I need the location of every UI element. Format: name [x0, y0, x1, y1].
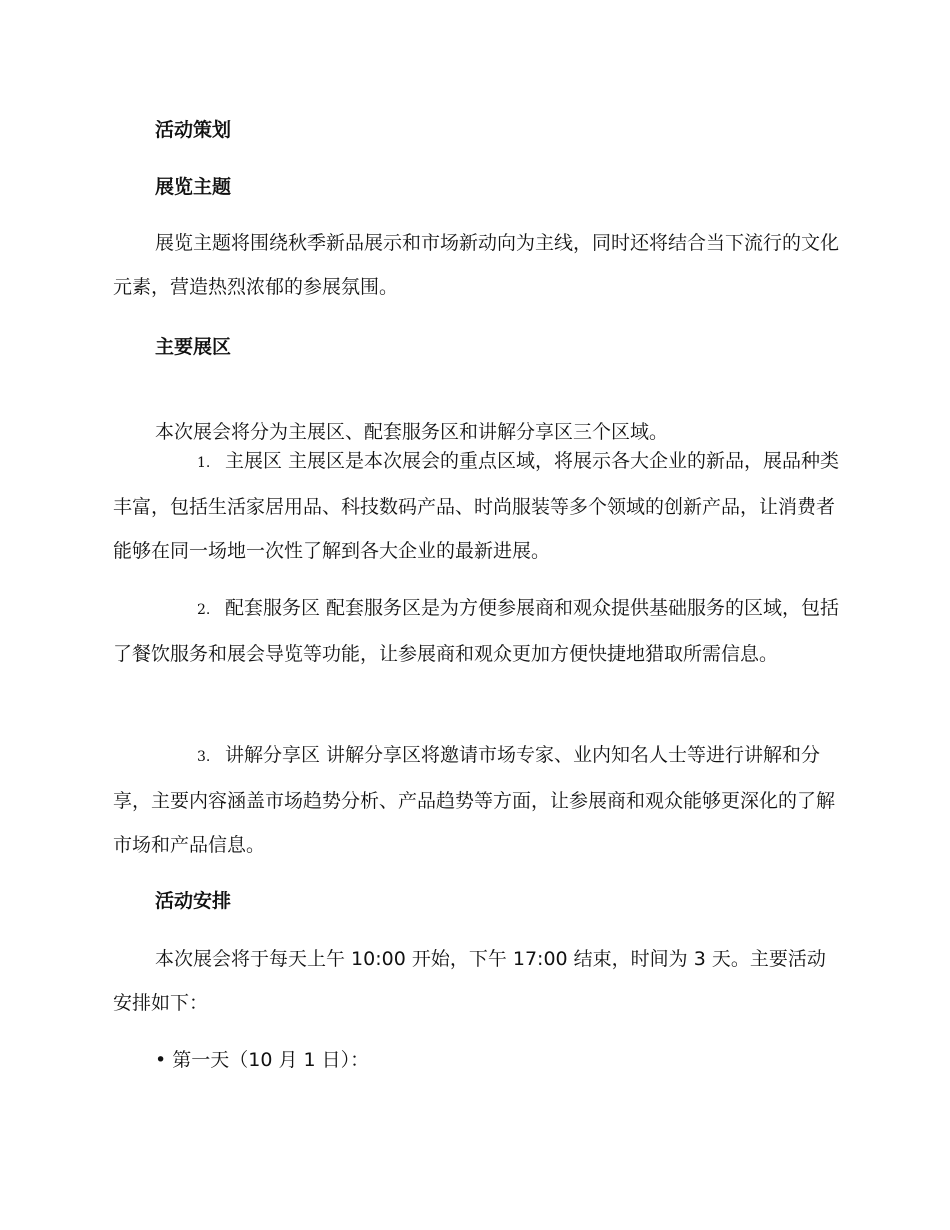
theme-paragraph: 展览主题将围绕秋季新品展示和市场新动向为主线，同时还将结合当下流行的文化元素，营造热烈浓郁的参展氛围。: [113, 232, 840, 298]
schedule-item-day-1: [155, 1038, 841, 1082]
zone-item-2: [113, 586, 841, 676]
schedule-heading: 活动安排: [155, 890, 232, 912]
zone-item-number: 3.: [197, 749, 211, 765]
schedule-paragraph: 本次展会将于每天上午 10:00 开始，下午 17:00 结束，时间为 3 天。主要活动安排如下：: [113, 948, 826, 1014]
zone-item-3: [113, 733, 841, 867]
zone-item-text: 配套服务区 配套服务区是为方便参展商和观众提供基础服务的区域，包括了餐饮服务和展会导览等功能，让参展商和观众更加方便快捷地猎取所需信息。: [113, 597, 840, 665]
bullet-icon: •: [155, 1049, 167, 1071]
zones-intro-paragraph: 本次展会将分为主展区、配套服务区和讲解分享区三个区域。: [155, 421, 669, 443]
document-title: 活动策划: [155, 119, 232, 141]
zone-item-number: 1.: [197, 455, 211, 471]
zone-item-1: [113, 439, 841, 573]
schedule-item-text: 第一天（10 月 1 日）：: [172, 1049, 370, 1071]
zones-heading: 主要展区: [155, 336, 232, 358]
zone-item-text: 讲解分享区 讲解分享区将邀请市场专家、业内知名人士等进行讲解和分享，主要内容涵盖市场趋势分析、产品趋势等方面，让参展商和观众能够更深化的了解市场和产品信息。: [113, 744, 836, 856]
theme-heading: 展览主题: [155, 176, 232, 198]
zone-item-text: 主展区 主展区是本次展会的重点区域，将展示各大企业的新品，展品种类丰富，包括生活家居用品、科技数码产品、时尚服装等多个领域的创新产品，让消费者能够在同一场地一次性了解到各大企业的最新进展。: [113, 450, 840, 562]
zone-item-number: 2.: [197, 602, 211, 618]
